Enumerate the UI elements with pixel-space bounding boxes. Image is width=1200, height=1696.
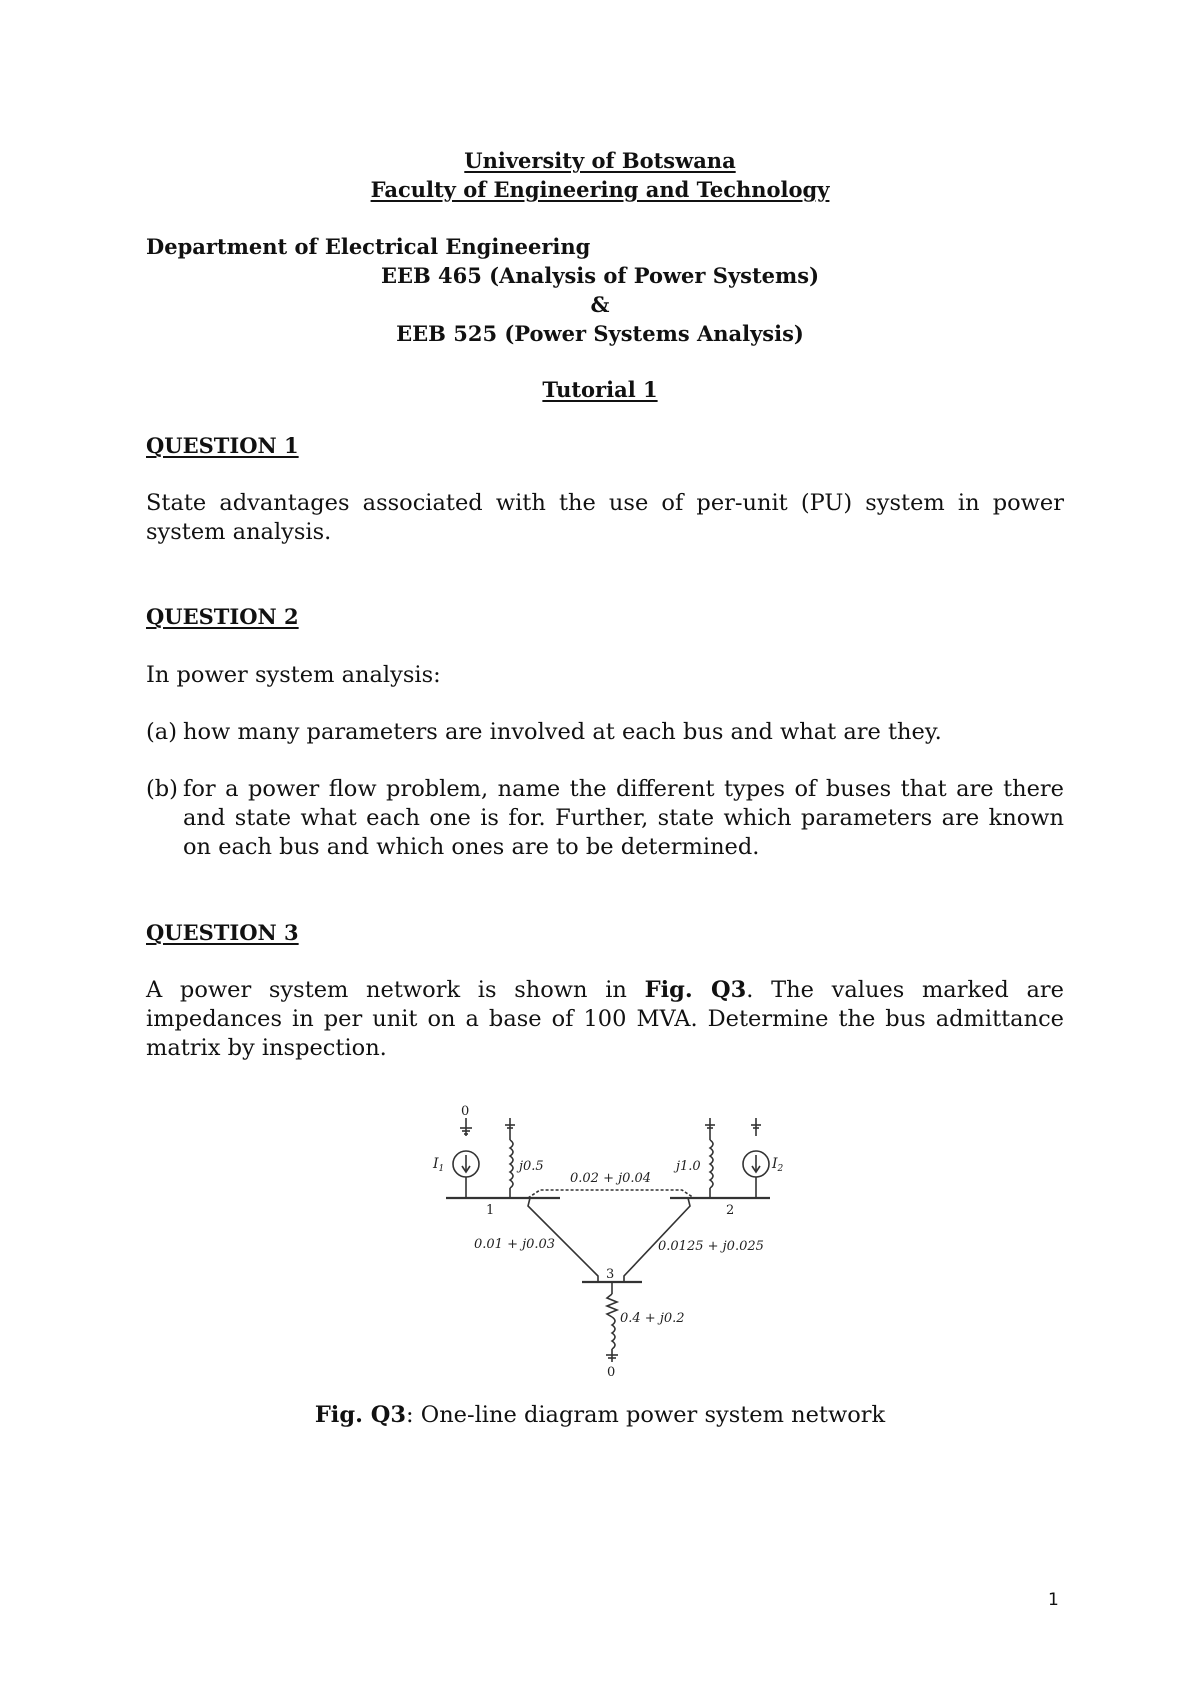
line-1-2-label: 0.02 + j0.04 [570,1171,652,1186]
source-2-label: $I_2$ [772,1156,784,1174]
department-title: Department of Electrical Engineering [146,234,591,259]
tutorial-title: Tutorial 1 [542,377,658,402]
shunt-2-label: j1.0 [676,1159,701,1174]
page-number: 1 [1048,1590,1059,1610]
load-impedance-icon [606,1282,618,1362]
load-label: 0.4 + j0.2 [620,1311,685,1326]
question-1-text: State advantages associated with the use of per-unit (PU) system in power system analysis. [146,490,1064,545]
line-1-3-label: 0.01 + j0.03 [474,1237,556,1252]
item-text: for a power flow problem, name the different types of buses that are there and state what each one is for. Further, state which parameters are known on each bus and which ones are to be determined. [183,776,1064,860]
question-2-heading: QUESTION 2 [146,604,299,629]
line-1-2 [528,1190,694,1198]
q3-text-after: . The values marked are impedances in per unit on a base of 100 MVA. Determine the bus admittance matrix by inspection. [146,977,1064,1061]
line-2-3-label: 0.0125 + j0.025 [658,1239,764,1254]
source-1-label: $I_1$ [433,1156,445,1174]
caption-fig-ref: Fig. Q3 [314,1402,407,1428]
item-text: how many parameters are involved at each bus and what are they. [183,719,942,745]
figure-caption [0,1402,1200,1428]
shunt-reactor-2-icon [705,1118,715,1198]
shunt-reactor-1-icon [505,1118,515,1198]
q3-fig-ref: Fig. Q3 [644,977,747,1003]
caption-text: : One-line diagram power system network [406,1402,886,1428]
current-source-2-icon [743,1118,769,1198]
course-eeb525: EEB 525 (Power Systems Analysis) [396,321,804,346]
ampersand: & [590,292,610,317]
ground-label-top: 0 [461,1104,470,1119]
bus-2-label: 2 [726,1203,735,1218]
question-2-intro: In power system analysis: [146,662,441,688]
current-source-1-icon [453,1118,479,1198]
bus-1-label: 1 [486,1203,495,1218]
item-label: (b) [146,776,178,802]
shunt-1-label: j0.5 [519,1159,544,1174]
question-3-heading: QUESTION 3 [146,920,299,945]
university-title: University of Botswana [464,148,736,173]
question-1-heading: QUESTION 1 [146,433,299,458]
q3-text-before: A power system network is shown in [146,977,645,1003]
bus-3-label: 3 [606,1267,615,1282]
course-eeb465: EEB 465 (Analysis of Power Systems) [380,263,820,288]
item-label: (a) [146,719,177,745]
ground-label-bottom: 0 [607,1365,616,1380]
faculty-title: Faculty of Engineering and Technology [370,177,830,202]
